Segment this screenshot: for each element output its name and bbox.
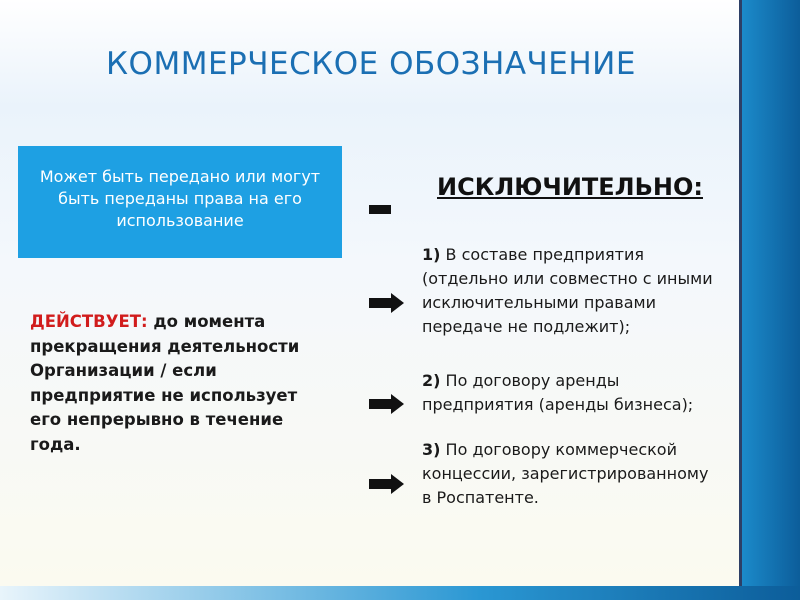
list-item	[422, 438, 722, 510]
list-item	[422, 369, 722, 417]
arrow-right-icon	[366, 473, 406, 495]
list-item-number: 3)	[422, 440, 441, 459]
exclusive-heading: ИСКЛЮЧИТЕЛЬНО:	[437, 173, 703, 201]
list-item	[422, 243, 722, 339]
list-item-number: 1)	[422, 245, 441, 264]
list-item-text: В составе предприятия (отдельно или совместно с иными исключительными правами передаче не подлежит);	[422, 245, 713, 336]
validity-text	[30, 310, 330, 457]
validity-label: ДЕЙСТВУЕТ:	[30, 312, 148, 331]
list-item-text: По договору аренды предприятия (аренды бизнеса);	[422, 371, 694, 414]
transfer-box: Может быть передано или могут быть переданы права на его использование	[18, 146, 342, 258]
arrow-right-icon	[366, 393, 406, 415]
bottom-decoration	[0, 586, 800, 600]
dash-icon	[369, 205, 391, 214]
list-item-number: 2)	[422, 371, 441, 390]
validity-body: до момента прекращения деятельности Организации / если предприятие не использует его непрерывно в течение года.	[30, 312, 300, 454]
arrow-right-icon	[366, 292, 406, 314]
side-decoration	[736, 0, 800, 600]
list-item-text: По договору коммерческой концессии, зарегистрированному в Роспатенте.	[422, 440, 709, 507]
slide-title: КОММЕРЧЕСКОЕ ОБОЗНАЧЕНИЕ	[106, 46, 636, 82]
